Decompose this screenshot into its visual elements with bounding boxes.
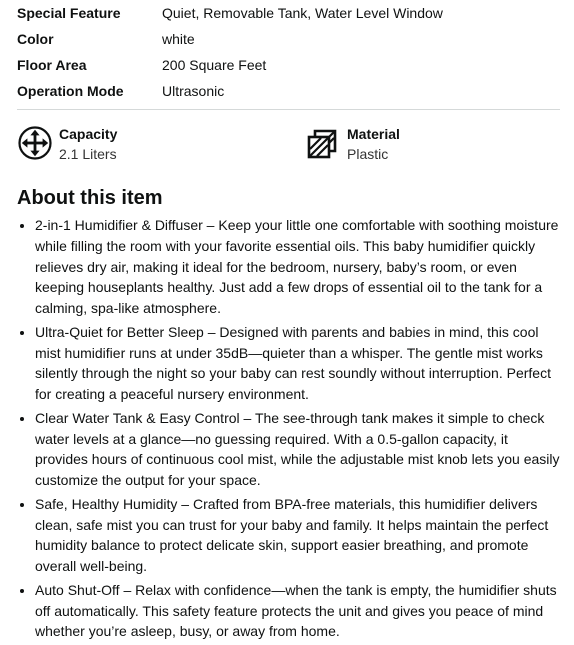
- feature-label: Capacity: [59, 126, 118, 142]
- spec-key: Floor Area: [17, 57, 87, 73]
- spec-row-special-feature: [17, 0, 560, 26]
- spec-value: Quiet, Removable Tank, Water Level Window: [162, 5, 443, 21]
- spec-key: Operation Mode: [17, 83, 124, 99]
- capacity-arrows-icon: [17, 125, 53, 161]
- spec-row-color: [17, 26, 560, 52]
- list-item: • 2-in-1 Humidifier & Diffuser – Keep your little one comfortable with soothing moisture while filling the room with your favorite essential oils. This baby humidifier quickly relieves dry air, making it ideal for the bedroom, nursery, baby’s room, or even keeping houseplants healthy. Just add a few drops of essential oil to the tank for a calming, spa-like atmosphere.: [35, 215, 562, 319]
- feature-label: Material: [347, 126, 400, 142]
- spec-value: white: [162, 31, 195, 47]
- list-item: • Ultra-Quiet for Better Sleep – Designed with parents and babies in mind, this cool mist humidifier runs at under 35dB—quieter than a whisper. The gentle mist works silently through the night so your baby can rest soundly without interruption. Perfect for creating a peaceful nursery environment.: [35, 322, 562, 405]
- feature-value: Plastic: [347, 146, 389, 162]
- spec-key: Color: [17, 31, 54, 47]
- section-divider: [17, 109, 560, 110]
- list-item: • Clear Water Tank & Easy Control – The see-through tank makes it simple to check water levels at a glance—no guessing required. With a 0.5-gallon capacity, it provides hours of continuous cool mist, while the adjustable mist knob lets you easily customize the output for your space.: [35, 408, 562, 491]
- spec-value: 200 Square Feet: [162, 57, 267, 73]
- about-section-title: About this item: [17, 187, 163, 209]
- about-bullet-list: [17, 215, 562, 645]
- spec-key: Special Feature: [17, 5, 121, 21]
- feature-material: [305, 124, 400, 164]
- feature-value: 2.1 Liters: [59, 146, 117, 162]
- product-specs-table: [17, 0, 560, 104]
- list-item: • Auto Shut-Off – Relax with confidence—when the tank is empty, the humidifier shuts off automatically. This safety feature protects the unit and gives you peace of mind whether you’re asleep, busy, or away from home.: [35, 580, 562, 642]
- feature-capacity: [17, 124, 117, 164]
- spec-row-operation-mode: [17, 78, 560, 104]
- material-stack-icon: [305, 125, 341, 161]
- list-item: • Safe, Healthy Humidity – Crafted from BPA-free materials, this humidifier delivers clean, safe mist you can trust for your baby and family. It helps maintain the perfect humidity balance to protect delicate skin, support easier breathing, and promote overall well-being.: [35, 494, 562, 577]
- spec-row-floor-area: [17, 52, 560, 78]
- spec-value: Ultrasonic: [162, 83, 225, 99]
